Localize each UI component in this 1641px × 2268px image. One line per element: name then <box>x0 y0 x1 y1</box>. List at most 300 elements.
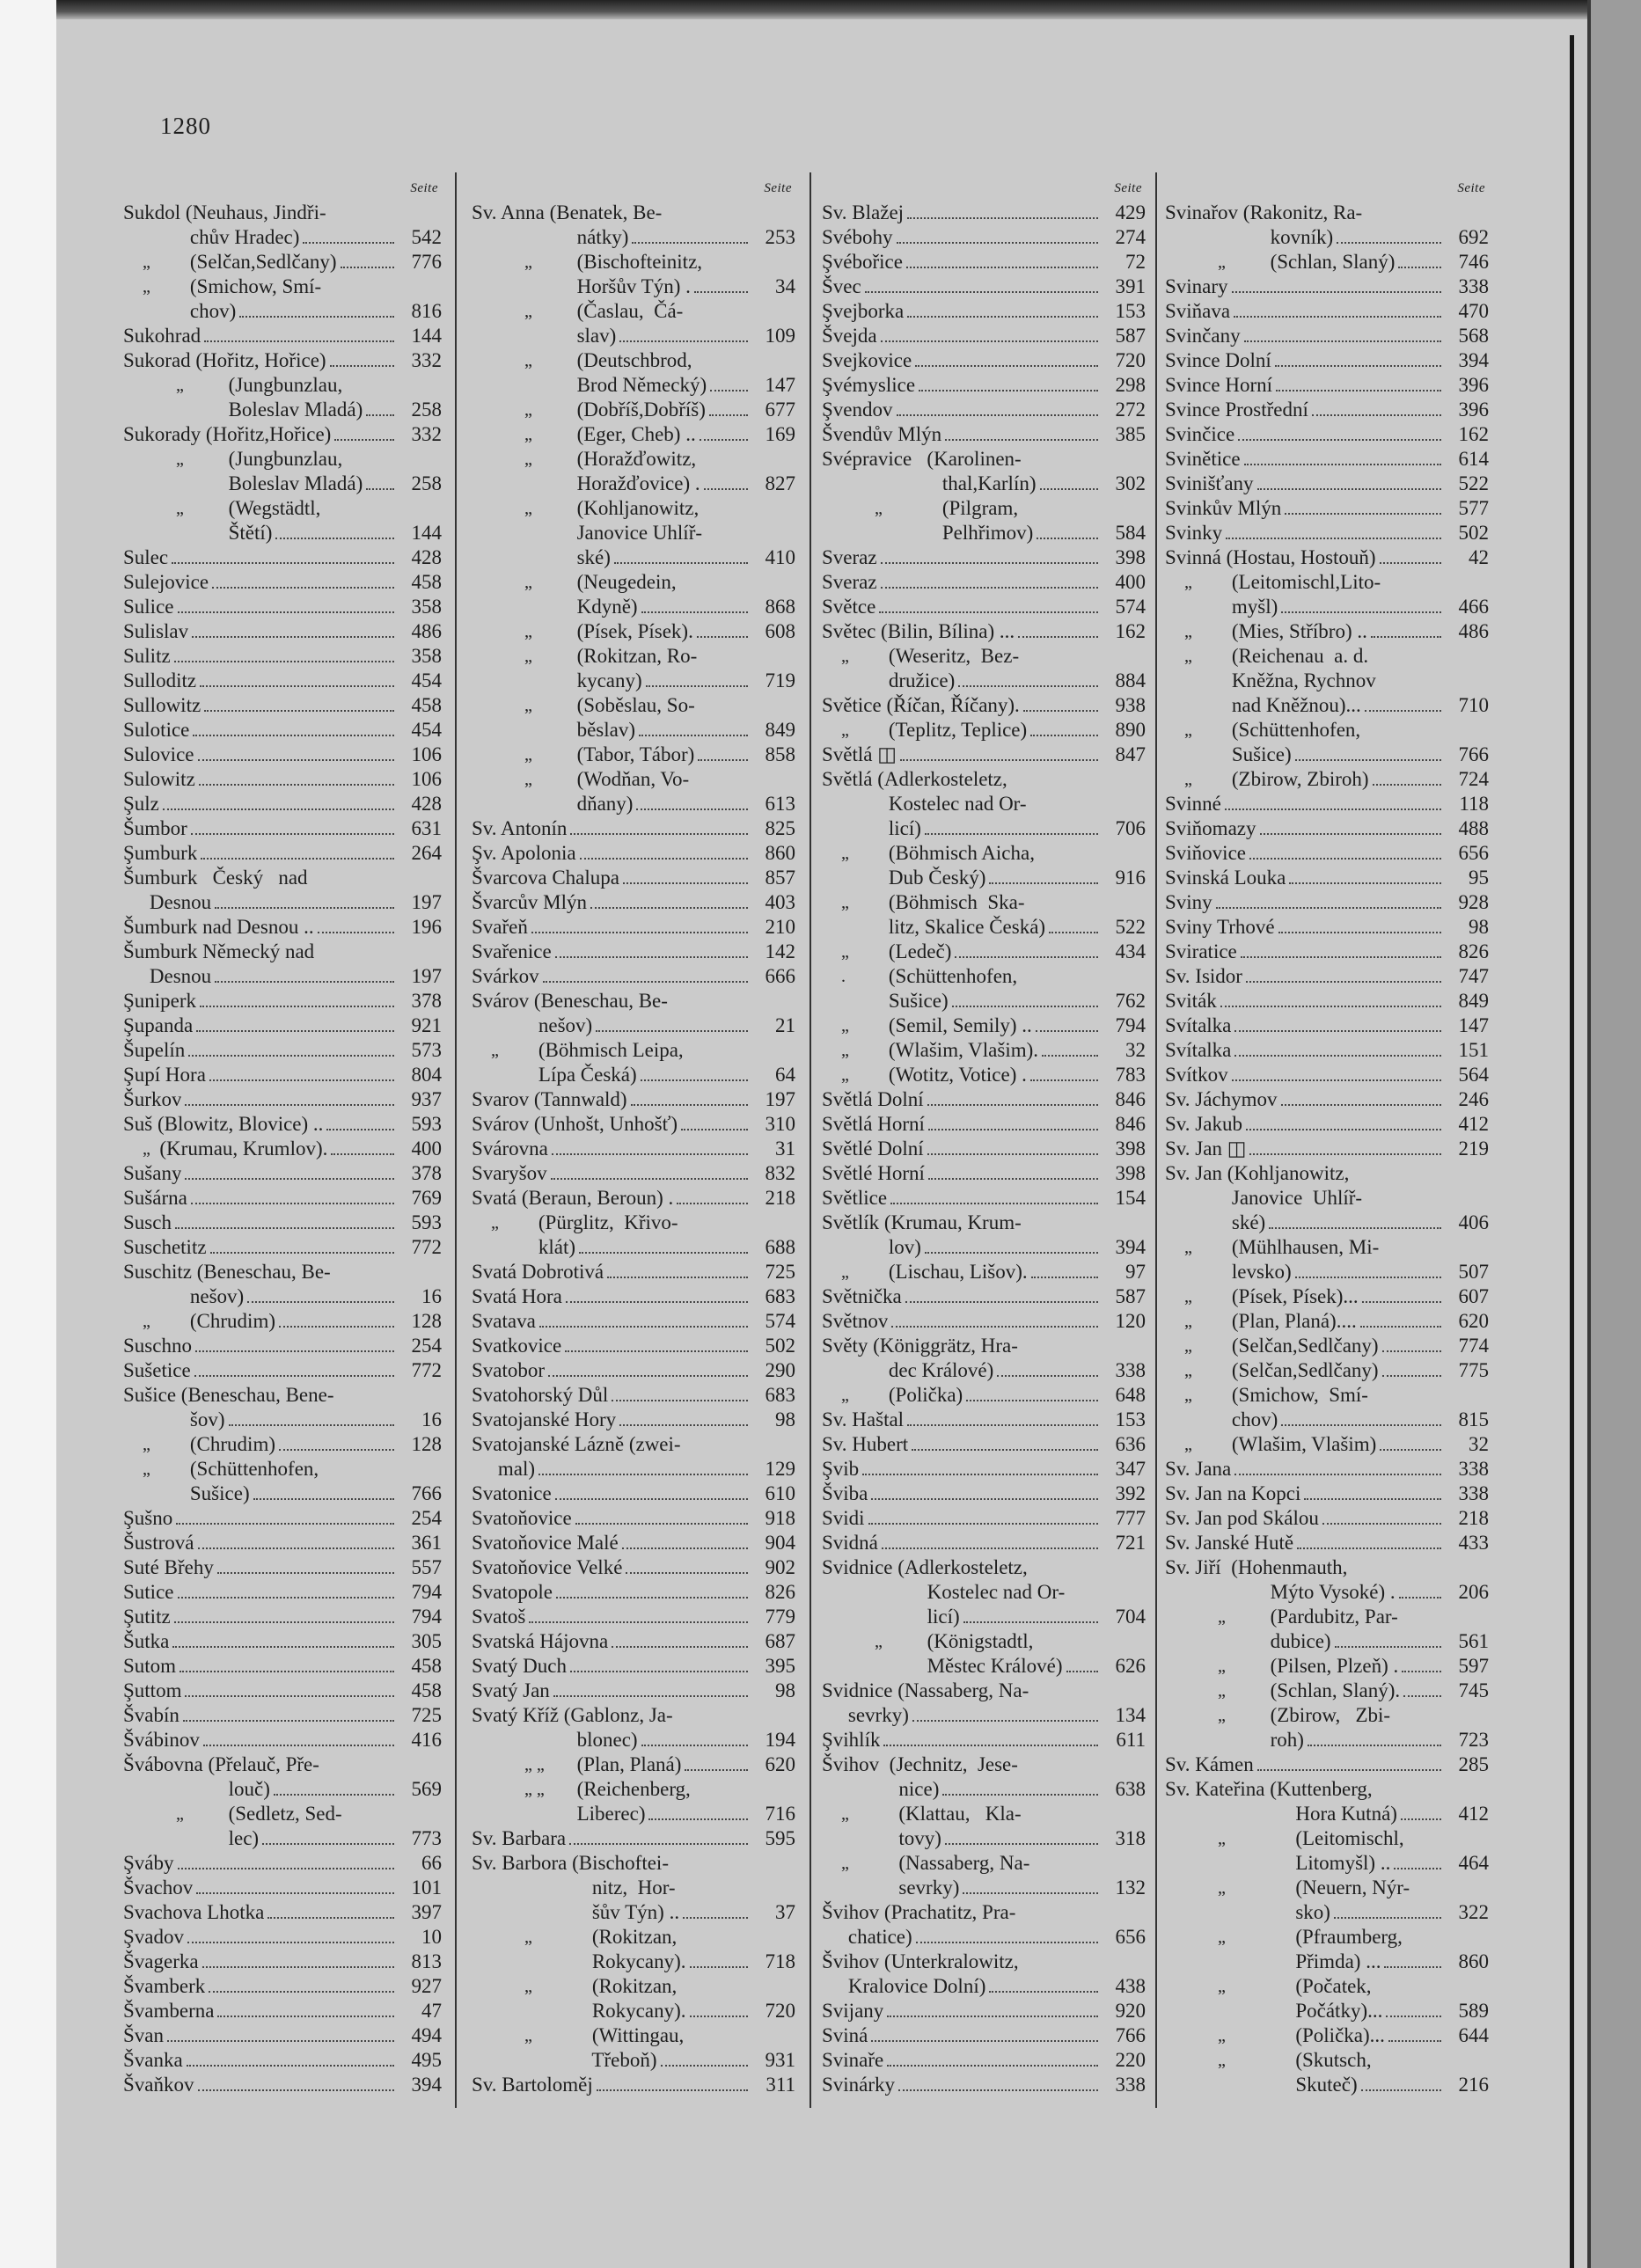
index-entry <box>1165 1334 1489 1358</box>
page-reference: 884 <box>1115 669 1146 691</box>
ditto-mark: „ <box>524 302 532 321</box>
entry-name: Sulotice <box>123 719 190 741</box>
index-entry <box>123 1777 442 1802</box>
entry-name: (Krumau, Krumlov). <box>149 1138 328 1160</box>
page-reference: 595 <box>765 1827 795 1849</box>
ditto-mark: „ <box>524 351 532 370</box>
index-entry <box>1165 225 1489 250</box>
index-entry <box>472 1826 795 1851</box>
entry-name: Svítalka <box>1165 1014 1232 1036</box>
entry-name: Světlé Dolní <box>822 1138 924 1160</box>
page-reference: 197 <box>765 1088 795 1110</box>
page-reference: 298 <box>1115 374 1146 396</box>
entry-name: Svinaře <box>822 2049 884 2071</box>
index-entry <box>1165 1679 1489 1703</box>
page-reference: 938 <box>1115 694 1146 716</box>
page-reference: 507 <box>1458 1261 1489 1283</box>
index-entry <box>123 1013 442 1038</box>
entry-name: thal,Karlín) <box>927 472 1037 494</box>
entry-name: Janovice Uhlíř- <box>576 522 703 544</box>
ditto-mark: „ <box>841 844 849 863</box>
index-entry <box>1165 669 1489 693</box>
index-entry <box>822 1309 1146 1334</box>
entry-name: Světnov <box>822 1310 889 1332</box>
index-entry <box>123 1038 442 1063</box>
dot-leader <box>907 216 1098 219</box>
index-entry <box>472 669 795 693</box>
entry-name: Suschetitz <box>123 1236 207 1258</box>
ditto-mark: „ <box>841 1804 849 1824</box>
entry-name: kovník) <box>1270 226 1334 248</box>
entry-name: Svidi <box>822 1507 865 1529</box>
page-reference: 706 <box>1115 817 1146 839</box>
page-reference: 258 <box>411 399 442 421</box>
page-reference: 16 <box>421 1408 442 1430</box>
page-reference: 398 <box>1115 1162 1146 1184</box>
dot-leader <box>1018 635 1098 638</box>
dot-leader <box>632 241 748 244</box>
index-entry <box>1165 1358 1489 1383</box>
page-reference: 394 <box>1458 349 1489 371</box>
page-reference: 620 <box>765 1753 795 1775</box>
entry-name: myšl) <box>1231 596 1278 618</box>
index-entry <box>1165 1457 1489 1482</box>
index-entry <box>472 1334 795 1358</box>
index-column-2 <box>472 176 795 2097</box>
index-entry <box>123 989 442 1013</box>
index-entry <box>1165 1211 1489 1235</box>
page-reference: 154 <box>1115 1187 1146 1209</box>
index-entry <box>472 1038 795 1063</box>
page-reference: 153 <box>1115 300 1146 322</box>
page-reference: 860 <box>1458 1950 1489 1972</box>
index-entry <box>123 324 442 348</box>
dot-leader <box>203 1744 394 1746</box>
entry-name: Sv. Janské Hutě <box>1165 1532 1294 1554</box>
page-reference: 631 <box>411 817 442 839</box>
page-reference: 428 <box>411 546 442 568</box>
page-reference: 614 <box>1458 448 1489 470</box>
entry-name: (Dobříš,Dobříš) <box>576 399 706 421</box>
dot-leader <box>997 1374 1098 1377</box>
dot-leader <box>1403 1694 1441 1697</box>
entry-name: Švarcova Chalupa <box>472 867 619 889</box>
dot-leader <box>529 1621 748 1623</box>
ditto-mark: „ <box>176 1804 184 1824</box>
index-entry <box>123 767 442 792</box>
index-entry <box>123 1284 442 1309</box>
page-reference: 486 <box>411 620 442 642</box>
entry-name: (Eger, Cheb) .. <box>576 423 696 445</box>
ditto-mark: „ <box>1184 1287 1192 1306</box>
index-entry <box>472 718 795 743</box>
page-reference: 725 <box>765 1261 795 1283</box>
dot-leader <box>912 1448 1098 1451</box>
dot-leader <box>1360 1325 1441 1328</box>
page-reference: 610 <box>765 1482 795 1504</box>
index-entry <box>822 644 1146 669</box>
ditto-mark: „ <box>1184 721 1192 740</box>
index-entry <box>472 1974 795 1999</box>
page-reference: 644 <box>1458 2024 1489 2046</box>
page-reference: 868 <box>765 596 795 618</box>
entry-name: Suschno <box>123 1335 192 1357</box>
index-entry <box>1165 1728 1489 1752</box>
index-entry <box>123 398 442 422</box>
dot-leader <box>882 1547 1098 1549</box>
entry-name: Světnička <box>822 1285 902 1307</box>
dot-leader <box>1384 1965 1441 1968</box>
index-entry <box>472 1900 795 1925</box>
page-reference: 169 <box>765 423 795 445</box>
entry-name: Svítalka <box>1165 1039 1232 1061</box>
index-entry <box>822 1925 1146 1950</box>
index-entry <box>1165 816 1489 841</box>
index-entry <box>822 1482 1146 1506</box>
page-reference: 332 <box>411 423 442 445</box>
index-entry <box>472 1555 795 1580</box>
page-reference: 494 <box>411 2024 442 2046</box>
ditto-mark: „ <box>1218 1706 1226 1725</box>
entry-name: Suté Břehy <box>123 1556 214 1578</box>
dot-leader <box>185 1177 394 1180</box>
dot-leader <box>187 1941 394 1943</box>
entry-name: Sviratice <box>1165 940 1237 962</box>
entry-name: blonec) <box>576 1729 638 1751</box>
index-entry <box>123 1876 442 1900</box>
page-reference: 704 <box>1115 1606 1146 1628</box>
page-reference: 194 <box>765 1729 795 1751</box>
dot-leader <box>163 808 394 810</box>
index-entry <box>822 1900 1146 1925</box>
page-reference: 648 <box>1115 1384 1146 1406</box>
index-entry <box>472 496 795 521</box>
entry-name: Kněžna, Rychnov <box>1231 669 1376 691</box>
entry-name: (Schlan, Slaný). <box>1270 1679 1401 1701</box>
dot-leader <box>200 1005 394 1007</box>
index-entry <box>472 1457 795 1482</box>
index-entry <box>1165 890 1489 915</box>
page-reference: 254 <box>411 1335 442 1357</box>
entry-name: Sulislav <box>123 620 189 642</box>
dot-leader <box>196 1891 394 1894</box>
entry-name: Sveraz <box>822 571 877 593</box>
dot-leader <box>204 340 394 342</box>
page-reference: 400 <box>1115 571 1146 593</box>
entry-name: Mýto Vysoké) . <box>1270 1581 1396 1603</box>
entry-name: Švihov (Unterkralowitz, <box>822 1950 1019 1972</box>
index-entry <box>472 767 795 792</box>
dot-leader <box>538 1473 748 1475</box>
ditto-mark: „ <box>1218 1878 1226 1898</box>
index-entry <box>123 669 442 693</box>
dot-leader <box>890 1202 1098 1204</box>
index-entry <box>1165 2023 1489 2048</box>
index-entry <box>123 693 442 718</box>
index-entry <box>123 1974 442 1999</box>
entry-name: Sušetice <box>123 1359 191 1381</box>
page-reference: 488 <box>1458 817 1489 839</box>
index-entry <box>822 1826 1146 1851</box>
dot-leader <box>198 2089 395 2091</box>
entry-name: (Wittingau, <box>576 2024 685 2046</box>
ditto-mark: „ <box>841 1262 849 1282</box>
dot-leader <box>862 1473 1098 1475</box>
entry-name: klát) <box>538 1236 576 1258</box>
entry-name: Sullowitz <box>123 694 201 716</box>
ditto-mark: „ <box>1218 1829 1226 1848</box>
page-reference: 406 <box>1458 1211 1489 1233</box>
index-entry <box>822 1063 1146 1087</box>
page-reference: 557 <box>411 1556 442 1578</box>
index-entry <box>472 1580 795 1605</box>
page-reference: 410 <box>765 546 795 568</box>
entry-name: Světlá Dolní <box>822 1088 924 1110</box>
dot-leader <box>697 635 748 638</box>
entry-name: Svinišťany <box>1165 472 1254 494</box>
page-reference: 626 <box>1115 1655 1146 1677</box>
index-entry <box>123 1703 442 1728</box>
page-reference: 683 <box>765 1384 795 1406</box>
dot-leader <box>927 1152 1098 1155</box>
ditto-mark: „ <box>491 1041 499 1060</box>
index-entry <box>1165 1925 1489 1950</box>
index-entry <box>123 2073 442 2097</box>
index-entry <box>472 274 795 299</box>
page-reference: 196 <box>411 916 442 938</box>
entry-name: Svinárky <box>822 2074 896 2096</box>
index-entry <box>472 743 795 767</box>
entry-name: Švábinov <box>123 1729 200 1751</box>
entry-name: Brod Německý) <box>576 374 707 396</box>
entry-name: (Bischofteinitz, <box>576 251 703 273</box>
index-entry <box>822 324 1146 348</box>
entry-name: Světice (Říčan, Říčany). <box>822 694 1020 716</box>
index-entry <box>123 1334 442 1358</box>
entry-name: (Soběslau, So- <box>576 694 695 716</box>
index-entry <box>472 940 795 964</box>
entry-name: Švamberna <box>123 2000 215 2022</box>
page-reference: 593 <box>411 1113 442 1135</box>
index-entry <box>822 1408 1146 1432</box>
entry-name: Sutom <box>123 1655 177 1677</box>
page-reference: 66 <box>421 1852 442 1874</box>
dot-leader <box>683 1916 748 1919</box>
entry-name: Šumburk Český nad <box>123 867 308 889</box>
index-entry <box>822 940 1146 964</box>
page-reference: 636 <box>1115 1433 1146 1455</box>
dot-leader <box>570 832 748 835</box>
page-reference: 794 <box>1115 1014 1146 1036</box>
entry-name: (Chrudim) <box>189 1310 275 1332</box>
index-entry <box>472 595 795 619</box>
dot-leader <box>648 1818 748 1820</box>
entry-name: Švachov <box>123 1877 194 1899</box>
entry-name: Sv. Hubert <box>822 1433 909 1455</box>
index-entry <box>472 644 795 669</box>
index-entry <box>472 964 795 989</box>
page-reference: 338 <box>1115 1359 1146 1381</box>
index-entry <box>472 225 795 250</box>
entry-name: (Mühlhausen, Mi- <box>1231 1236 1380 1258</box>
dot-leader <box>710 389 748 391</box>
dot-leader <box>198 1547 395 1549</box>
index-entry <box>822 1605 1146 1629</box>
dot-leader <box>531 931 748 933</box>
dot-leader <box>566 1300 748 1303</box>
index-entry <box>472 472 795 496</box>
page-reference: 396 <box>1458 399 1489 421</box>
page-reference: 816 <box>411 300 442 322</box>
entry-name: Svárov (Beneschau, Be- <box>472 990 668 1012</box>
index-entry <box>472 1703 795 1728</box>
page-reference: 587 <box>1115 1285 1146 1307</box>
index-entry <box>1165 422 1489 447</box>
page-reference: 710 <box>1458 694 1489 716</box>
dot-leader <box>1232 290 1441 293</box>
index-entry <box>1165 1555 1489 1580</box>
page-reference: 577 <box>1458 497 1489 519</box>
index-entry <box>1165 1112 1489 1137</box>
entry-name: tovy) <box>888 1827 941 1849</box>
dot-leader <box>262 1842 394 1845</box>
dot-leader <box>217 2015 394 2017</box>
ditto-mark: „ <box>1218 1681 1226 1701</box>
ditto-mark: „ <box>524 770 532 789</box>
dot-leader <box>709 413 748 416</box>
ditto-mark: „ <box>841 1854 849 1873</box>
index-entry <box>1165 1629 1489 1654</box>
entry-name: kycany) <box>576 669 642 691</box>
entry-name: Švaňkov <box>123 2074 194 2096</box>
index-entry <box>123 890 442 915</box>
entry-name: Sukorady (Hořitz,Hořice) <box>123 423 332 445</box>
dot-leader <box>1249 857 1441 860</box>
page-reference: 290 <box>765 1359 795 1381</box>
dot-leader <box>556 1596 748 1599</box>
ditto-mark: „ <box>524 499 532 518</box>
index-entry <box>1165 1038 1489 1063</box>
entry-name: Şumburk <box>123 842 198 864</box>
index-entry <box>822 1802 1146 1826</box>
page-reference: 720 <box>1115 349 1146 371</box>
ditto-mark: „ <box>1184 573 1192 592</box>
entry-name: (Deutschbrod, <box>576 349 692 371</box>
index-entry <box>123 816 442 841</box>
index-entry <box>123 422 442 447</box>
page-reference: 429 <box>1115 201 1146 223</box>
entry-name: (Schlan, Slaný) <box>1270 251 1396 273</box>
entry-name: (Schüttenhofen, <box>888 965 1018 987</box>
index-entry <box>123 496 442 521</box>
index-entry <box>472 250 795 274</box>
ditto-mark: „ <box>524 450 532 469</box>
entry-name: šov) <box>189 1408 225 1430</box>
index-entry <box>472 299 795 324</box>
dot-leader <box>1394 1867 1441 1869</box>
entry-name: (Weseritz, Bez- <box>888 645 1020 667</box>
dot-leader <box>1335 1645 1441 1648</box>
entry-name: (Pürglitz, Křivo- <box>538 1211 678 1233</box>
ditto-mark: „ <box>1218 1607 1226 1627</box>
index-entry <box>123 1506 442 1531</box>
entry-name: Lípa Česká) <box>538 1064 637 1086</box>
entry-name: Şvendov <box>822 399 893 421</box>
dot-leader <box>191 832 394 835</box>
entry-name: Sviňovice <box>1165 842 1246 864</box>
entry-name: Svatoňovice Velké <box>472 1556 623 1578</box>
dot-leader <box>253 1497 394 1500</box>
dot-leader <box>868 1522 1098 1525</box>
dot-leader <box>1312 413 1441 416</box>
index-entry <box>123 1087 442 1112</box>
index-entry <box>822 1728 1146 1752</box>
index-entry <box>822 2023 1146 2048</box>
index-entry <box>822 619 1146 644</box>
dot-leader <box>199 783 394 786</box>
dot-leader <box>565 1350 748 1352</box>
dot-leader <box>1234 1473 1441 1475</box>
dot-leader <box>548 1374 748 1377</box>
entry-name: (Rokitzan, <box>576 1926 678 1948</box>
index-entry <box>822 1211 1146 1235</box>
index-entry <box>822 521 1146 545</box>
ditto-mark: „ <box>841 647 849 666</box>
dot-leader <box>1260 832 1442 835</box>
dot-leader <box>555 1497 748 1500</box>
page-reference: 109 <box>765 325 795 347</box>
index-entry <box>1165 1506 1489 1531</box>
entry-name: Sv. Kámen <box>1165 1753 1254 1775</box>
dot-leader <box>907 1423 1098 1426</box>
entry-name: Šustrová <box>123 1532 194 1554</box>
index-entry <box>472 1309 795 1334</box>
page-reference: 762 <box>1115 990 1146 1012</box>
dot-leader <box>1285 512 1441 515</box>
page-reference: 128 <box>411 1310 442 1332</box>
entry-name: Sv. Jakub <box>1165 1113 1242 1135</box>
page-reference: 921 <box>411 1014 442 1036</box>
index-entry <box>1165 1802 1489 1826</box>
index-entry <box>822 1235 1146 1260</box>
entry-name: lov) <box>888 1236 921 1258</box>
dot-leader <box>952 1005 1098 1007</box>
ditto-mark: „ <box>143 1435 150 1454</box>
page-reference: 32 <box>1469 1433 1489 1455</box>
dot-leader <box>174 660 394 662</box>
entry-name: Sv. Anna (Benatek, Be- <box>472 201 663 223</box>
page-reference: 147 <box>1458 1014 1489 1036</box>
page-reference: 144 <box>411 325 442 347</box>
entry-name: (Plan, Planá) <box>576 1753 682 1775</box>
index-entry <box>472 1161 795 1186</box>
entry-name: Şvébořice <box>822 251 903 273</box>
page-reference: 928 <box>1458 891 1489 913</box>
index-entry <box>822 1974 1146 1999</box>
dot-leader <box>326 1128 394 1130</box>
page-reference: 607 <box>1458 1285 1489 1307</box>
index-column-3 <box>822 176 1146 2097</box>
index-entry <box>472 1777 795 1802</box>
entry-name: (Selčan,Sedlčany) <box>1231 1335 1379 1357</box>
dot-leader <box>1246 980 1441 983</box>
dot-leader <box>279 1448 394 1451</box>
index-entry <box>822 1752 1146 1777</box>
entry-name: Svatava <box>472 1310 536 1332</box>
dot-leader <box>209 1079 394 1081</box>
entry-name: (Reichenau a. d. <box>1231 645 1369 667</box>
entry-name: Sv. Blažej <box>822 201 905 223</box>
